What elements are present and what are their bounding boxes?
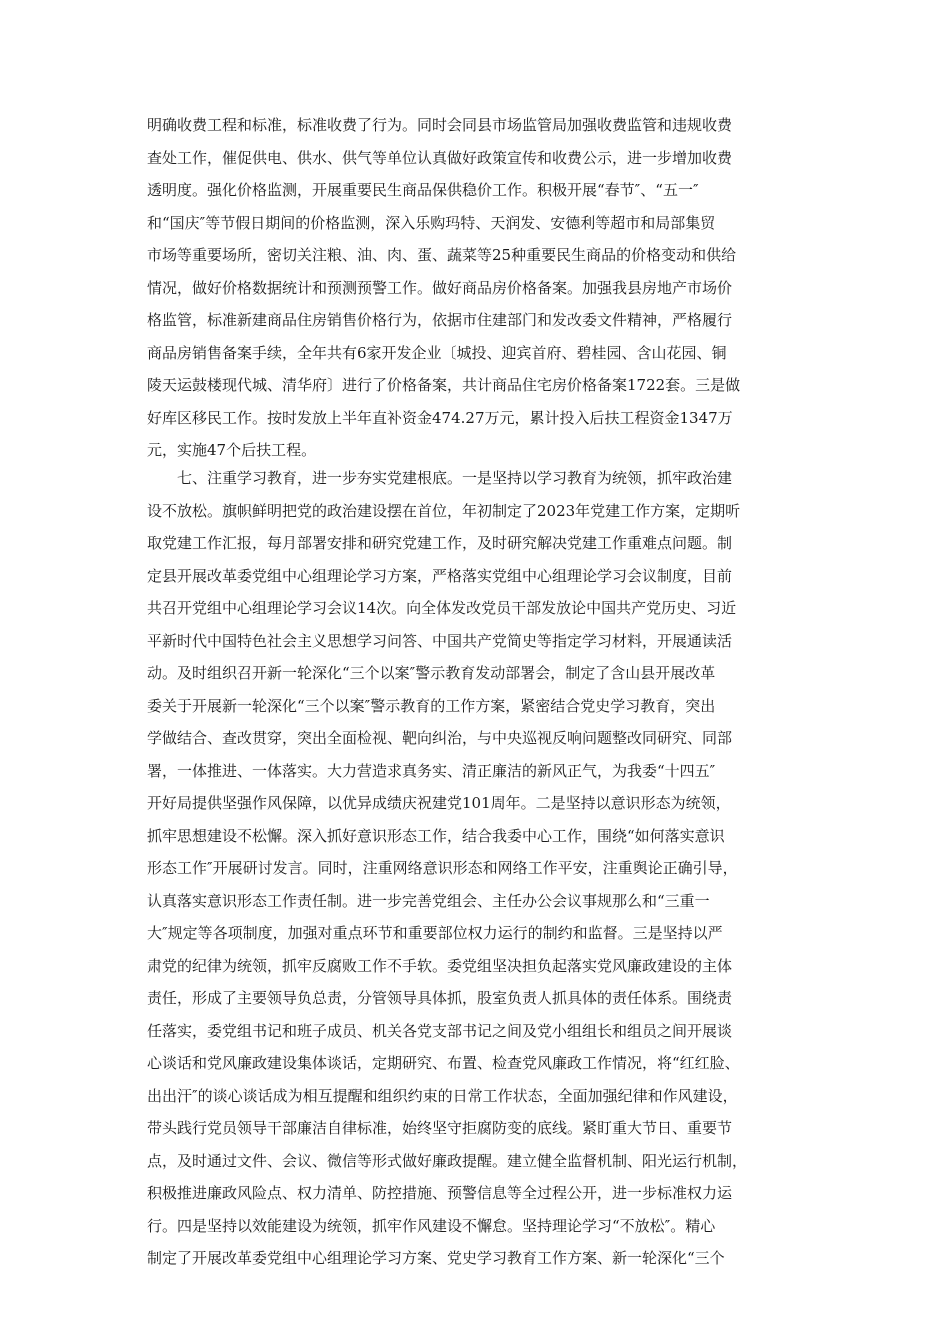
text-line: 肃党的纪律为统领，抓牢反腐败工作不手软。委党组坚决担负起落实党风廉政建设的主体 [147,956,733,975]
text-line: 共召开党组中心组理论学习会议14次。向全体发改党员干部发放论中国共产党历史、习近 [147,599,737,617]
paragraph-party-education [147,471,807,1284]
text-line: 抓牢思想建设不松懈。深入抓好意识形态工作，结合我委中心工作，围绕“如何落实意识 [147,826,725,845]
text-line: 设不放松。旗帜鲜明把党的政治建设摆在首位，年初制定了2023年党建工作方案，定期听 [147,501,741,520]
text-line: 学做结合、查改贯穿，突出全面检视、靶向纠治，与中央巡视反响问题整改同研究、同部 [147,729,733,747]
text-line: 和“国庆″等节假日期间的价格监测，深入乐购玛特、天润发、安德利等超市和局部集贸 [147,213,716,232]
text-line: 任落实，委党组书记和班子成员、机关各党支部书记之间及党小组组长和组员之间开展谈 [147,1021,733,1040]
text-line: 动。及时组织召开新一轮深化“三个以案″警示教育发动部署会，制定了含山县开展改革 [147,664,716,682]
text-line: 制定了开展改革委党组中心组理论学习方案、党史学习教育工作方案、新一轮深化“三个 [147,1249,725,1267]
text-line: 陵天运鼓楼现代城、清华府〕进行了价格备案，共计商品住宅房价格备案1722套。三是做 [147,376,741,394]
text-line: 委关于开展新一轮深化“三个以案″警示教育的工作方案，紧密结合党史学习教育，突出 [147,696,716,715]
text-line: 明确收费工程和标准，标准收费了行为。同时会同县市场监管局加强收费监管和违规收费 [147,116,733,134]
text-line: 透明度。强化价格监测，开展重要民生商品保供稳价工作。积极开展“春节″、“五一″ [147,181,699,199]
text-line: 格监管，标准新建商品住房销售价格行为，依据市住建部门和发改委文件精神，严格履行 [147,311,733,329]
text-line: 责任，形成了主要领导负总责，分管领导具体抓，股室负责人抓具体的责任体系。围绕责 [147,989,733,1007]
text-line: 元，实施47个后扶工程。 [147,441,317,459]
text-line: 定县开展改革委党组中心组理论学习方案，严格落实党组中心组理论学习会议制度，目前 [147,566,733,585]
text-line: 情况，做好价格数据统计和预测预警工作。做好商品房价格备案。加强我县房地产市场价 [147,278,733,297]
text-line: 带头践行党员领导干部廉洁自律标准，始终坚守拒腐防变的底线。紧盯重大节日、重要节 [147,1119,733,1137]
text-line: 心谈话和党风廉政建设集体谈话，定期研究、布置、检查党风廉政工作情况，将“红红脸、 [147,1054,740,1072]
text-line: 点，及时通过文件、会议、微信等形式做好廉政提醒。建立健全监督机制、阳光运行机制， [147,1151,748,1170]
text-line: 开好局提供坚强作风保障，以优异成绩庆祝建党101周年。二是坚持以意识形态为统领， [147,794,731,812]
text-line: 商品房销售备案手续，全年共有6家开发企业〔城投、迎宾首府、碧桂园、含山花园、铜 [147,343,727,362]
text-line: 积极推进廉政风险点、权力清单、防控措施、预警信息等全过程公开，进一步标准权力运 [147,1184,733,1202]
text-line: 七、注重学习教育，进一步夯实党建根底。一是坚持以学习教育为统领，抓牢政治建 [147,469,733,487]
text-line: 行。四是坚持以效能建设为统领，抓牢作风建设不懈怠。坚持理论学习“不放松″。精心 [147,1216,716,1235]
text-line: 市场等重要场所，密切关注粮、油、肉、蛋、蔬菜等25种重要民生商品的价格变动和供给 [147,246,737,264]
text-line: 出出汗″的谈心谈话成为相互提醒和组织约束的日常工作状态，全面加强纪律和作风建设， [147,1086,738,1105]
text-line: 大″规定等各项制度，加强对重点环节和重要部位权力运行的制约和监督。三是坚持以严 [147,924,723,942]
text-line: 查处工作，催促供电、供水、供气等单位认真做好政策宣传和收费公示，进一步增加收费 [147,148,733,167]
text-line: 平新时代中国特色社会主义思想学习问答、中国共产党简史等指定学习材料，开展通读活 [147,631,733,650]
paragraph-price-regulation [147,118,807,476]
text-line: 好库区移民工作。按时发放上半年直补资金474.27万元，累计投入后扶工程资金1347万 [147,408,733,427]
text-line: 署，一体推进、一体落实。大力营造求真务实、清正廉洁的新风正气，为我委“十四五″ [147,761,716,780]
text-line: 形态工作″开展研讨发言。同时，注重网络意识形态和网络工作平安，注重舆论正确引导， [147,859,738,877]
text-line: 取党建工作汇报，每月部署安排和研究党建工作，及时研究解决党建工作重难点问题。制 [147,534,733,552]
text-line: 认真落实意识形态工作责任制。进一步完善党组会、主任办公会议事规那么和“三重一 [147,891,710,910]
